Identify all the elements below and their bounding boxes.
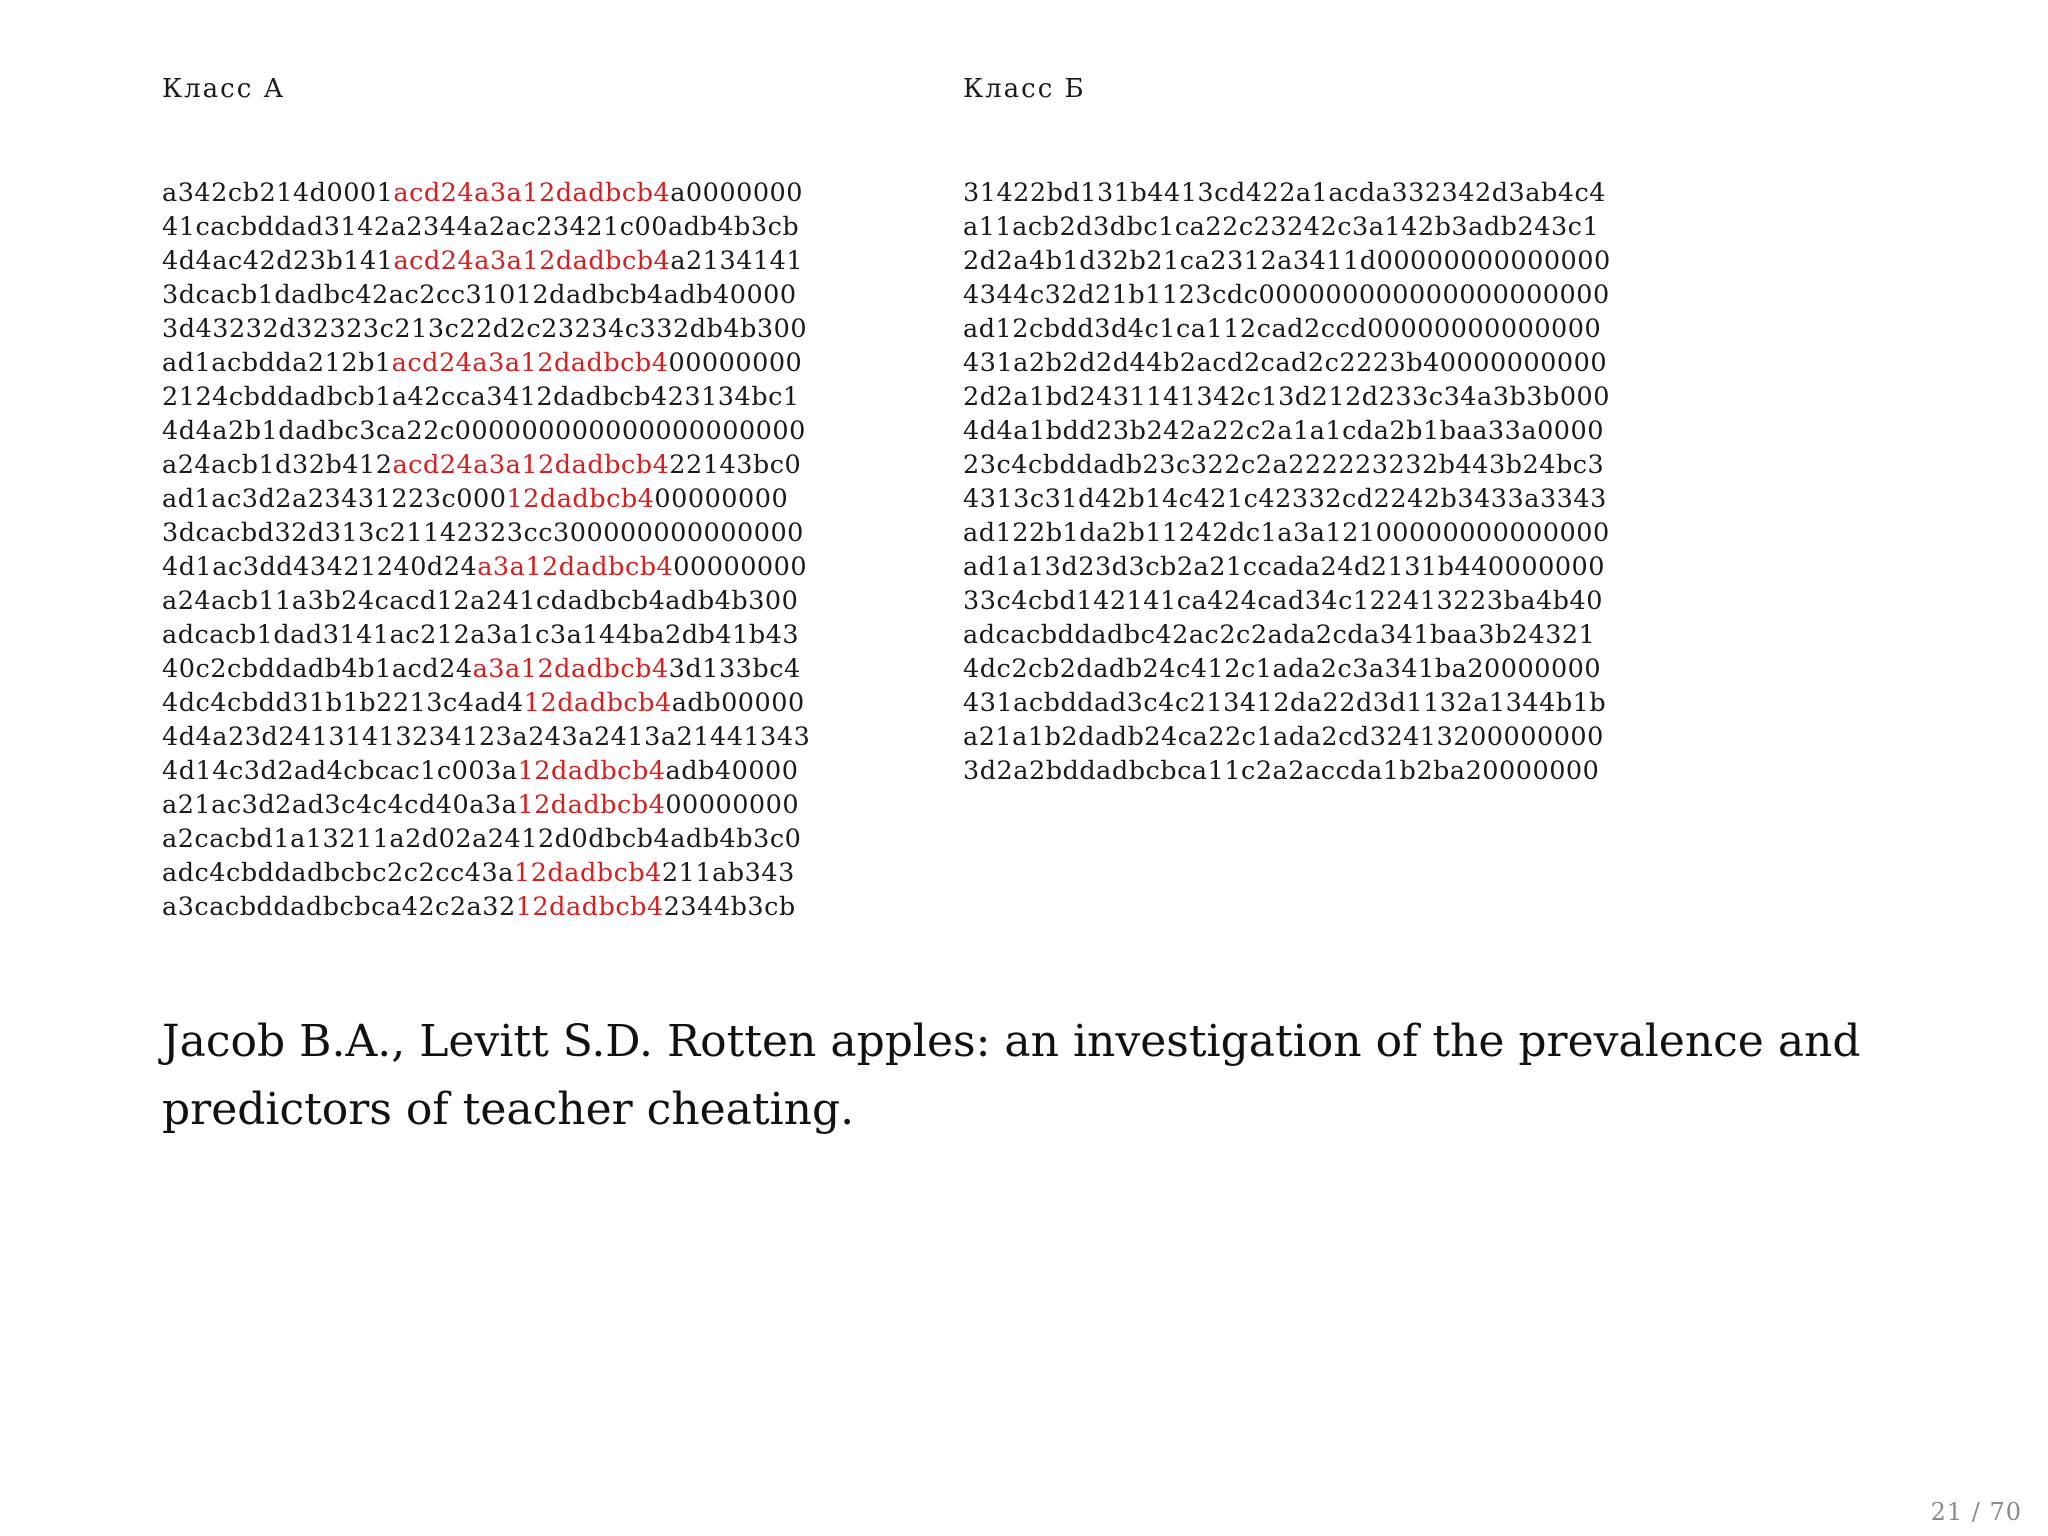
page-number: 21 / 70	[1930, 1498, 2022, 1526]
answer-segment: 3d133bc4	[668, 654, 801, 684]
class-a-row	[162, 346, 810, 380]
class-b-row: 431a2b2d2d44b2acd2cad2c2223b40000000000	[963, 348, 1608, 378]
class-a-row	[162, 550, 810, 584]
class-a-row	[162, 686, 810, 720]
answer-segment: a21ac3d2ad3c4c4cd40a3a	[162, 790, 518, 820]
answer-segment: 4d4a2b1dadbc3ca22c000000000000000000000	[162, 416, 806, 446]
class-b-header: Класс Б	[963, 74, 1086, 104]
class-b-row: 4344c32d21b1123cdc000000000000000000000	[963, 280, 1610, 310]
answer-segment: 4d4ac42d23b141	[162, 246, 394, 276]
class-a-row	[162, 210, 810, 244]
class-a-row	[162, 176, 810, 210]
answer-segment: ad1ac3d2a23431223c000	[162, 484, 507, 514]
class-b-row: 4313c31d42b14c421c42332cd2242b3433a3343	[963, 484, 1607, 514]
answer-segment: a3cacbddadbcbca42c2a32	[162, 892, 516, 922]
class-a-row	[162, 516, 810, 550]
class-a-row	[162, 652, 810, 686]
class-b-row: 2d2a1bd2431141342c13d212d233c34a3b3b000	[963, 382, 1611, 412]
citation-text: Jacob B.A., Levitt S.D. Rotten apples: an investigation of the prevalence and predictors of teacher cheating.	[162, 1016, 1861, 1135]
class-b-row: a11acb2d3dbc1ca22c23242c3a142b3adb243c1	[963, 212, 1600, 242]
class-a-row	[162, 312, 810, 346]
class-b-row: ad1a13d23d3cb2a21ccada24d2131b440000000	[963, 552, 1605, 582]
answer-segment: a24acb11a3b24cacd12a241cdadbcb4adb4b300	[162, 586, 799, 616]
answer-segment: a24acb1d32b412	[162, 450, 393, 480]
class-b-row: 4d4a1bdd23b242a22c2a1a1cda2b1baa33a0000	[963, 416, 1604, 446]
class-b-row: 33c4cbd142141ca424cad34c122413223ba4b40	[963, 586, 1603, 616]
class-b-row: 2d2a4b1d32b21ca2312a3411d00000000000000	[963, 246, 1611, 276]
answer-segment: a342cb214d0001	[162, 178, 394, 208]
class-b-row: ad122b1da2b11242dc1a3a12100000000000000	[963, 518, 1610, 548]
highlighted-answer-segment: acd24a3a12dadbcb4	[391, 348, 669, 378]
class-a-header: Класс А	[162, 74, 286, 104]
highlighted-answer-segment: 12dadbcb4	[513, 858, 662, 888]
answer-segment: 00000000	[668, 348, 803, 378]
answer-segment: 41cacbddad3142a2344a2ac23421c00adb4b3cb	[162, 212, 800, 242]
class-a-row	[162, 754, 810, 788]
answer-segment: a2134141	[670, 246, 804, 276]
class-a-row	[162, 720, 810, 754]
class-a-row	[162, 380, 810, 414]
class-b-row: adcacbddadbc42ac2c2ada2cda341baa3b24321	[963, 620, 1596, 650]
highlighted-answer-segment: 12dadbcb4	[517, 790, 666, 820]
class-b-row: 3d2a2bddadbcbca11c2a2accda1b2ba20000000	[963, 756, 1600, 786]
class-a-row	[162, 788, 810, 822]
answer-segment: 4dc4cbdd31b1b2213c4ad4	[162, 688, 524, 718]
highlighted-answer-segment: acd24a3a12dadbcb4	[392, 450, 670, 480]
answer-segment: ad1acbdda212b1	[162, 348, 392, 378]
highlighted-answer-segment: 12dadbcb4	[517, 756, 666, 786]
highlighted-answer-segment: 12dadbcb4	[515, 892, 664, 922]
class-a-row	[162, 890, 810, 924]
answer-segment: 3dcacb1dadbc42ac2cc31012dadbcb4adb40000	[162, 280, 797, 310]
class-b-row: 431acbddad3c4c213412da22d3d1132a1344b1b	[963, 688, 1607, 718]
highlighted-answer-segment: acd24a3a12dadbcb4	[393, 178, 671, 208]
class-a-row	[162, 414, 810, 448]
class-a-row	[162, 584, 810, 618]
class-b-answer-strings	[963, 176, 1611, 788]
answer-segment: adb40000	[665, 756, 799, 786]
class-a-row	[162, 278, 810, 312]
highlighted-answer-segment: acd24a3a12dadbcb4	[393, 246, 671, 276]
answer-segment: 4d14c3d2ad4cbcac1c003a	[162, 756, 518, 786]
class-b-row: ad12cbdd3d4c1ca112cad2ccd00000000000000	[963, 314, 1602, 344]
highlighted-answer-segment: a3a12dadbcb4	[477, 552, 674, 582]
class-a-row	[162, 822, 810, 856]
answer-segment: adcacb1dad3141ac212a3a1c3a144ba2db41b43	[162, 620, 800, 650]
answer-segment: 4d1ac3dd43421240d24	[162, 552, 478, 582]
answer-segment: 3dcacbd32d313c21142323cc300000000000000	[162, 518, 804, 548]
answer-segment: adc4cbddadbcbc2c2cc43a	[162, 858, 514, 888]
answer-segment: 211ab343	[661, 858, 795, 888]
class-a-row	[162, 482, 810, 516]
answer-segment: 00000000	[654, 484, 789, 514]
class-a-row	[162, 856, 810, 890]
class-b-row: 23c4cbddadb23c322c2a222223232b443b24bc3	[963, 450, 1605, 480]
highlighted-answer-segment: a3a12dadbcb4	[472, 654, 669, 684]
class-a-row	[162, 618, 810, 652]
class-a-row	[162, 244, 810, 278]
answer-segment: 2124cbddadbcb1a42cca3412dadbcb423134bc1	[162, 382, 800, 412]
answer-segment: adb00000	[671, 688, 805, 718]
class-a-row	[162, 448, 810, 482]
answer-segment: 00000000	[673, 552, 808, 582]
class-b-row: a21a1b2dadb24ca22c1ada2cd32413200000000	[963, 722, 1604, 752]
answer-segment: a2cacbd1a13211a2d02a2412d0dbcb4adb4b3c0	[162, 824, 802, 854]
answer-segment: 4d4a23d24131413234123a243a2413a21441343	[162, 722, 811, 752]
answer-segment: 3d43232d32323c213c22d2c23234c332db4b300	[162, 314, 808, 344]
class-b-row: 31422bd131b4413cd422a1acda332342d3ab4c4	[963, 178, 1607, 208]
class-a-answer-strings	[162, 176, 810, 924]
answer-segment: 22143bc0	[669, 450, 802, 480]
answer-segment: a0000000	[670, 178, 803, 208]
highlighted-answer-segment: 12dadbcb4	[506, 484, 655, 514]
answer-segment: 00000000	[665, 790, 800, 820]
answer-segment: 40c2cbddadb4b1acd24	[162, 654, 473, 684]
answer-segment: 2344b3cb	[663, 892, 796, 922]
highlighted-answer-segment: 12dadbcb4	[523, 688, 672, 718]
class-b-row: 4dc2cb2dadb24c412c1ada2c3a341ba20000000	[963, 654, 1602, 684]
